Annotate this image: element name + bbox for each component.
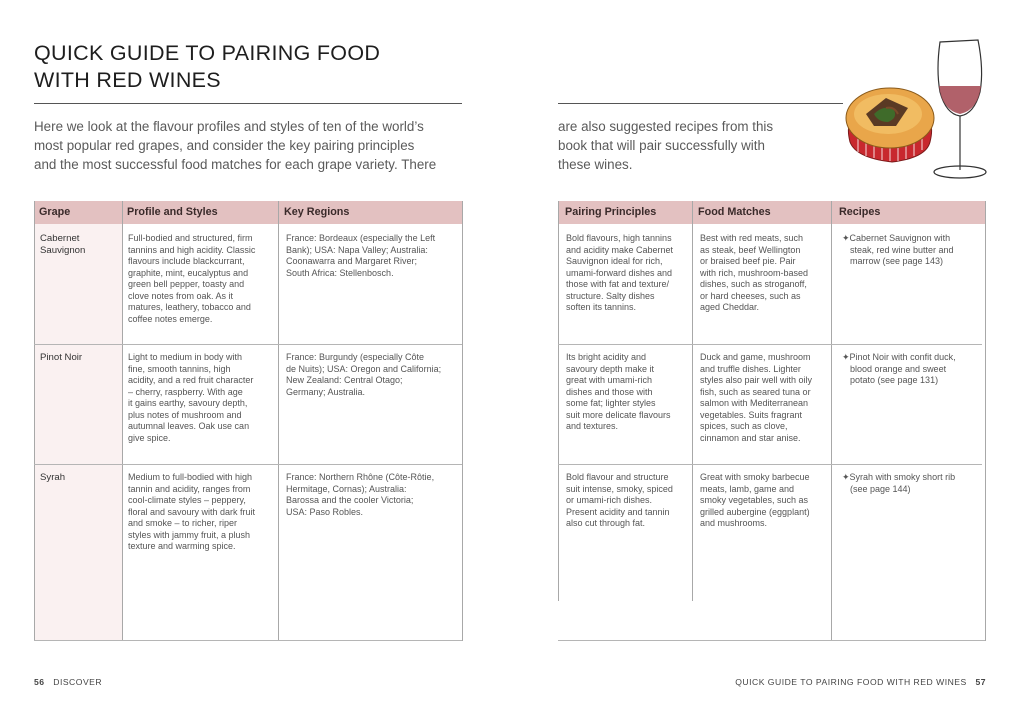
matches-line: grilled aubergine (eggplant) <box>700 506 810 517</box>
intro-left-line-3: and the most successful food matches for each grape variety. There <box>34 157 437 172</box>
recipes-line: (see page 144) <box>850 483 911 494</box>
regions-line: Coonawarra and Margaret River; <box>286 256 418 266</box>
intro-left-line-2: most popular red grapes, and consider the key pairing principles <box>34 138 415 153</box>
page-title-line-1: QUICK GUIDE TO PAIRING FOOD <box>34 41 381 65</box>
footer-left <box>34 677 102 687</box>
header-grape: Grape <box>39 206 71 218</box>
intro-right-line-2: book that will pair successfully with <box>558 138 765 153</box>
footer-title: QUICK GUIDE TO PAIRING FOOD WITH RED WINES <box>735 677 967 687</box>
title-rule-left <box>34 103 462 104</box>
profile-cell <box>128 472 255 553</box>
pairing-line: Bold flavour and structure <box>566 472 669 482</box>
profile-line: floral and savoury with dark fruit <box>128 506 256 517</box>
recipes-cell <box>842 472 955 495</box>
grape-name-line: Cabernet <box>40 233 80 244</box>
matches-line: or hard cheeses, such as <box>700 290 801 301</box>
pairing-line: umami-forward dishes and <box>566 267 673 278</box>
pairing-line: suit more delicate flavours <box>566 409 671 420</box>
regions-line: Barossa and the cooler Victoria; <box>286 495 414 505</box>
matches-cell <box>700 472 810 530</box>
pairing-line: structure. Salty dishes <box>566 290 655 301</box>
recipes-line: marrow (see page 143) <box>850 256 944 266</box>
table-bottom-rule-right <box>558 640 985 641</box>
footer-right <box>735 677 986 687</box>
regions-cell <box>286 233 435 279</box>
matches-line: Great with smoky barbecue <box>700 472 810 482</box>
regions-line: France: Northern Rhône (Côte-Rôtie, <box>286 472 435 482</box>
grape-name-line: Syrah <box>40 472 66 483</box>
pairing-line: and acidity make Cabernet <box>566 244 674 255</box>
wine-glass-illustration <box>934 40 986 178</box>
profile-line: plus notes of mushroom and <box>128 409 242 420</box>
regions-line: France: Burgundy (especially Côte <box>286 352 425 362</box>
profile-line: cool-climate styles – peppery, <box>128 495 246 505</box>
recipes-line: steak, red wine butter and <box>850 244 954 255</box>
profile-line: it gains earthy, savoury depth, <box>128 398 248 408</box>
pie-illustration <box>846 88 934 162</box>
header-pairing: Pairing Principles <box>565 206 657 218</box>
profile-line: and smoke – to richer, riper <box>128 518 238 528</box>
header-recipes: Recipes <box>839 206 881 218</box>
column-divider <box>462 201 463 641</box>
grape-name-line: Pinot Noir <box>40 352 83 363</box>
matches-line: and truffle dishes. Lighter <box>700 363 801 374</box>
page-number-left: 56 <box>34 677 45 687</box>
page-number-right: 57 <box>975 677 986 687</box>
pairing-line: Bold flavours, high tannins <box>566 233 672 243</box>
recipes-line: ✦Syrah with smoky short rib <box>842 472 956 482</box>
regions-cell <box>286 472 434 518</box>
regions-line: Bank); USA: Napa Valley; Australia: <box>286 244 428 255</box>
profile-line: styles with jammy fruit, a plush <box>128 529 251 540</box>
header-regions: Key Regions <box>284 206 350 218</box>
pairing-line: or umami-rich dishes. <box>566 495 653 505</box>
footer-section: DISCOVER <box>53 677 103 687</box>
matches-line: meats, lamb, game and <box>700 483 795 494</box>
regions-line: France: Bordeaux (especially the Left <box>286 233 436 243</box>
table-bottom-rule-left <box>34 640 462 641</box>
intro-left-line-1: Here we look at the flavour profiles and styles of ten of the world’s <box>34 119 424 134</box>
matches-line: as steak, beef Wellington <box>700 244 801 255</box>
profile-line: autumnal leaves. Oak use can <box>128 421 250 431</box>
column-divider <box>278 201 279 641</box>
pairing-line: and textures. <box>566 421 619 431</box>
matches-line: styles also pair well with oily <box>700 375 813 385</box>
regions-line: de Nuits); USA: Oregon and California; <box>286 363 442 374</box>
profile-line: acidity, and a red fruit character <box>128 375 254 385</box>
intro-left <box>34 117 474 174</box>
profile-line: give spice. <box>128 432 171 443</box>
recipes-line: potato (see page 131) <box>850 375 939 385</box>
row-rule-left <box>34 344 462 345</box>
matches-line: with rich, mushroom-based <box>700 267 809 278</box>
pairing-line: great with umami-rich <box>566 375 653 385</box>
recipes-line: blood orange and sweet <box>850 363 947 374</box>
column-divider <box>692 201 693 601</box>
page-title <box>34 40 464 94</box>
column-divider <box>558 201 559 601</box>
profile-line: flavours include blackcurrant, <box>128 256 245 266</box>
regions-line: New Zealand: Central Otago; <box>286 375 403 385</box>
matches-line: smoky vegetables, such as <box>700 495 809 505</box>
row-rule-right <box>558 344 982 345</box>
pairing-line: those with fat and texture/ <box>566 279 670 289</box>
pairing-line: Sauvignon ideal for rich, <box>566 256 663 266</box>
profile-line: tannin and acidity, ranges from <box>128 483 251 494</box>
header-matches: Food Matches <box>698 206 771 218</box>
pairing-line: also cut through fat. <box>566 518 646 528</box>
pairing-line: soften its tannins. <box>566 302 637 312</box>
pairing-line: Its bright acidity and <box>566 352 647 362</box>
row-rule-right <box>558 464 982 465</box>
profile-line: tannins and high acidity. Classic <box>128 244 256 255</box>
pie-and-wine-illustration <box>836 30 996 190</box>
profile-cell <box>128 352 253 444</box>
profile-line: Light to medium in body with <box>128 352 243 362</box>
recipes-line: ✦Pinot Noir with confit duck, <box>842 352 956 362</box>
matches-line: fish, such as seared tuna or <box>700 386 811 397</box>
column-divider <box>122 201 123 641</box>
grape-name <box>40 472 65 484</box>
pairing-cell <box>566 233 673 314</box>
column-divider <box>831 201 832 641</box>
recipes-line: ✦Cabernet Sauvignon with <box>842 233 951 243</box>
pairing-line: Present acidity and tannin <box>566 506 670 517</box>
recipes-cell <box>842 233 954 268</box>
matches-line: or braised beef pie. Pair <box>700 256 796 266</box>
matches-line: aged Cheddar. <box>700 302 760 312</box>
grape-name-line: Sauvignon <box>40 244 86 256</box>
pairing-line: some fat; lighter styles <box>566 398 656 408</box>
intro-right-line-1: are also suggested recipes from this <box>558 119 774 134</box>
profile-cell <box>128 233 255 325</box>
pairing-line: dishes and those with <box>566 386 653 397</box>
intro-right <box>558 117 838 174</box>
regions-line: USA: Paso Robles. <box>286 506 364 517</box>
pairing-line: savoury depth make it <box>566 363 655 374</box>
grape-name <box>40 233 85 256</box>
title-rule-right <box>558 103 843 104</box>
profile-line: coffee notes emerge. <box>128 313 213 324</box>
regions-line: South Africa: Stellenbosch. <box>286 267 394 278</box>
profile-line: – cherry, raspberry. With age <box>128 386 243 397</box>
page-title-line-2: WITH RED WINES <box>34 68 221 92</box>
matches-cell <box>700 352 812 444</box>
intro-right-line-3: these wines. <box>558 157 633 172</box>
matches-cell <box>700 233 808 314</box>
matches-line: Duck and game, mushroom <box>700 352 811 362</box>
header-profile: Profile and Styles <box>127 206 218 218</box>
matches-line: cinnamon and star anise. <box>700 432 801 443</box>
profile-line: Full-bodied and structured, firm <box>128 233 253 243</box>
profile-line: Medium to full-bodied with high <box>128 472 253 482</box>
regions-cell <box>286 352 441 398</box>
profile-line: matures, leathery, tobacco and <box>128 302 251 312</box>
matches-line: dishes, such as stroganoff, <box>700 279 807 289</box>
regions-line: Hermitage, Cornas); Australia: <box>286 483 407 494</box>
table-header-bar-left <box>34 201 462 224</box>
profile-line: fine, smooth tannins, high <box>128 363 231 374</box>
grape-column-shade <box>34 224 122 640</box>
pairing-cell <box>566 352 671 433</box>
grape-name <box>40 352 82 364</box>
recipes-cell <box>842 352 956 387</box>
profile-line: graphite, mint, eucalyptus and <box>128 267 249 278</box>
regions-line: Germany; Australia. <box>286 386 366 397</box>
row-rule-left <box>34 464 462 465</box>
pairing-cell <box>566 472 673 530</box>
profile-line: texture and warming spice. <box>128 541 236 551</box>
profile-line: clove notes from oak. As it <box>128 290 234 301</box>
matches-line: salmon with Mediterranean <box>700 398 809 408</box>
profile-line: green bell pepper, toasty and <box>128 279 245 289</box>
column-divider <box>34 201 35 641</box>
matches-line: Best with red meats, such <box>700 233 804 243</box>
matches-line: and mushrooms. <box>700 518 768 528</box>
column-divider <box>985 201 986 641</box>
matches-line: vegetables. Suits fragrant <box>700 409 803 420</box>
pairing-line: suit intense, smoky, spiced <box>566 483 673 494</box>
matches-line: spices, such as clove, <box>700 421 788 431</box>
